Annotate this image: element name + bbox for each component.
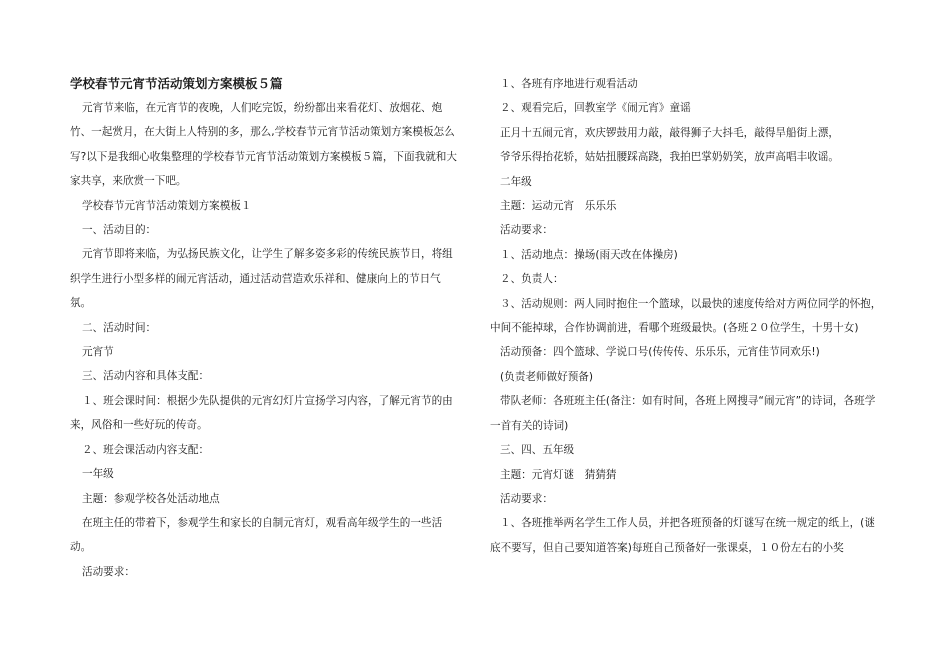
paragraph: ２、观看完后，回教室学《闹元宵》童谣 [500,102,691,115]
paragraph: 主题：元宵灯谜 猜猜猜 [500,468,617,481]
paragraph: 三、活动内容和具体支配： [82,370,210,383]
paragraph: 元宵节 [82,346,114,359]
paragraph: 二年级 [500,175,532,188]
paragraph: 在班主任的带着下，参观学生和家长的自制元宵灯，观看高年级学生的一些活动。 [70,516,443,554]
paragraph: １、活动地点：操场(雨天改在体操房) [500,248,678,261]
paragraph: 元宵节来临，在元宵节的夜晚，人们吃完饭，纷纷都出来看花灯、放烟花、炮竹、一起赏月，在大街上人特别的多，那么,学校春节元宵节活动策划方案模板怎么写?以下是我细心收集整理的学校春节元宵节活动策划方案模板５篇，下面我就和大家共享，来欣赏一下吧。 [70,102,457,188]
paragraph: 三、四、五年级 [500,444,575,457]
document-title: 学校春节元宵节活动策划方案模板５篇 [70,76,283,91]
paragraph: 正月十五闹元宵，欢庆锣鼓用力敲，敲得狮子大抖毛，敲得旱船街上漂， [500,126,839,139]
left-column [70,72,460,584]
paragraph: 爷爷乐得抬花轿，姑姑扭腰踩高跷，我拍巴掌奶奶笑，放声高唱丰收谣。 [500,151,839,164]
paragraph: 活动预备：四个篮球、学说口号(传传传、乐乐乐，元宵佳节同欢乐!) [500,346,820,359]
paragraph: 活动要求： [500,224,553,237]
paragraph: ３、活动规则：两人同时抱住一个篮球，以最快的速度传给对方两位同学的怀抱，中间不能掉球，合作协调前进，看哪个班级最快。(各班２０位学生，十男十女) [490,297,882,335]
paragraph: ２、负责人： [500,273,564,286]
paragraph: 活动要求： [500,492,553,505]
paragraph: 一年级 [82,468,114,481]
right-column [490,72,882,560]
paragraph: 二、活动时间： [82,321,157,334]
paragraph: 学校春节元宵节活动策划方案模板１ [82,199,252,212]
paragraph: 主题：运动元宵 乐乐乐 [500,200,617,213]
paragraph: 元宵节即将来临，为弘扬民族文化，让学生了解多姿多彩的传统民族节日，将组织学生进行小型多样的闹元宵活动，通过活动营造欢乐祥和、健康向上的节日气氛。 [70,248,453,310]
paragraph: 活动要求： [82,565,135,578]
paragraph: ２、班会课活动内容支配： [82,443,210,456]
paragraph: 带队老师：各班班主任(备注：如有时间，各班上网搜寻“闹元宵”的诗词，各班学一首有关的诗词) [490,395,876,432]
paragraph: １、各班有序地进行观看活动 [500,78,638,90]
paragraph: 一、活动目的： [82,224,157,237]
paragraph: １、班会课时间：根据少先队提供的元宵幻灯片宣扬学习内容，了解元宵节的由来，风俗和一些好玩的传奇。 [70,394,453,432]
paragraph: 主题：参观学校各处活动地点 [82,492,220,505]
paragraph: １、各班推举两名学生工作人员，并把各班预备的灯谜写在统一规定的纸上，(谜底不要写，但自己要知道答案)每班自己预备好一张课桌，１０份左右的小奖 [490,517,875,554]
paragraph: (负责老师做好预备) [500,370,594,383]
